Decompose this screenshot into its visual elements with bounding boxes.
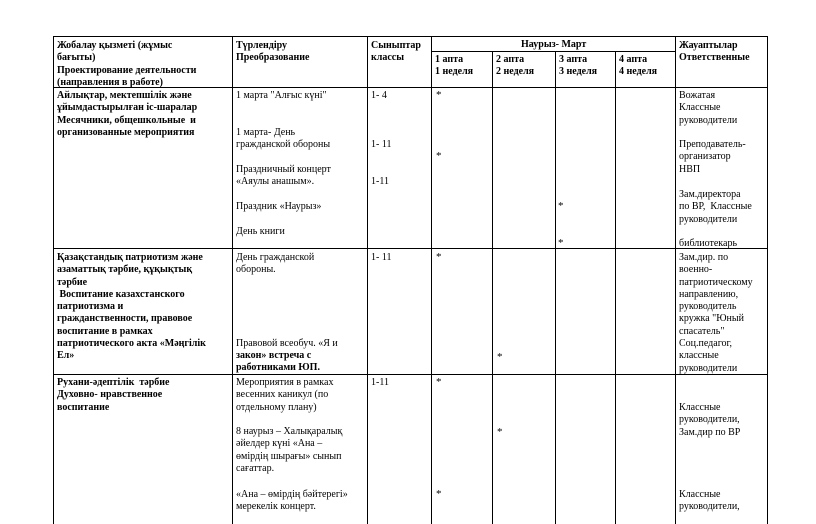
- row-1-responsible: Вожатая Классные руководители: [679, 90, 738, 126]
- week-mark: *: [497, 351, 503, 363]
- row-3-event: 8 наурыз – Халықаралық әйелдер күні «Ана – өмірдің шырағы» сынып сағаттар.: [236, 426, 343, 474]
- row-1-responsible: Зам.директора по ВР, Классные руководители: [679, 189, 752, 225]
- header-responsible: Жауаптылар Ответственные: [679, 40, 750, 64]
- table-border: [53, 36, 768, 37]
- week-mark: *: [436, 488, 442, 500]
- row-2-direction: Қазақстандық патриотизм және азаматтық тәрбие, құқықтық тәрбие Воспитание казахстанского патриотизма и гражданственности, правовое воспитание в рамках патриотического акта «Мәңгілік Ел»: [57, 252, 206, 362]
- week-mark: *: [436, 376, 442, 388]
- week-mark: *: [436, 150, 442, 162]
- week-mark: *: [558, 200, 564, 212]
- row-1-event: 1 марта "Алғыс күні": [236, 90, 327, 101]
- table-border: [615, 51, 616, 524]
- header-month: Наурыз- Март: [521, 39, 587, 50]
- header-transformation: Түрлендіру Преобразование: [236, 40, 310, 64]
- row-3-responsible: Классные руководители, Зам.дир по ВР: [679, 402, 741, 438]
- table-border: [555, 51, 556, 524]
- row-1-responsible: Преподаватель- организатор НВП: [679, 139, 746, 175]
- week-mark: *: [558, 237, 564, 249]
- row-3-event: Мероприятия в рамках весенних каникул (по отдельному плану): [236, 377, 334, 413]
- header-week-3: 3 апта 3 неделя: [559, 54, 598, 78]
- row-1-event: День книги: [236, 226, 285, 237]
- table-border: [53, 36, 54, 524]
- row-1-event: Праздник «Наурыз»: [236, 201, 322, 212]
- table-border: [431, 36, 432, 524]
- week-mark: *: [436, 89, 442, 101]
- row-1-event: 1 марта- День гражданской обороны: [236, 127, 331, 151]
- header-week-1: 1 апта 1 неделя: [435, 54, 474, 78]
- table-border: [53, 374, 768, 375]
- table-border: [675, 36, 676, 524]
- header-classes: Сыныптар классы: [371, 40, 421, 64]
- row-2-event: Правовой всеобуч. «Я и: [236, 338, 338, 349]
- row-1-classes: 1- 4: [371, 90, 387, 101]
- table-border: [232, 36, 233, 524]
- header-week-4: 4 апта 4 неделя: [619, 54, 658, 78]
- row-3-direction: Рухани-әдептілік тәрбие Духовно- нравственное воспитание: [57, 377, 170, 413]
- row-1-classes: 1- 11: [371, 139, 392, 150]
- row-1-event: Праздничный концерт «Аяулы анашым».: [236, 164, 331, 188]
- row-3-classes: 1-11: [371, 377, 389, 388]
- row-1-direction: Айлықтар, мектепшілік және ұйымдастырылған іс-шаралар Месячники, общешкольные и организованные мероприятия: [57, 90, 198, 138]
- row-1-classes: 1-11: [371, 176, 389, 187]
- row-2-responsible: Зам.дир. по военно- патриотическому направлению, руководитель кружка "Юный спасатель" Соц.педагог, классные руководители: [679, 252, 753, 374]
- row-2-event: День гражданской обороны.: [236, 252, 315, 276]
- week-mark: *: [436, 251, 442, 263]
- table-border: [492, 51, 493, 524]
- row-2-event: закон» встреча с работниками ЮП.: [236, 350, 320, 374]
- header-direction: Жобалау қызметі (жұмыс бағыты) Проектирование деятельности (направления в работе): [57, 40, 197, 88]
- row-1-responsible: библиотекарь: [679, 238, 738, 249]
- row-3-responsible: Классные руководители,: [679, 489, 740, 513]
- header-week-2: 2 апта 2 неделя: [496, 54, 535, 78]
- table-border: [53, 248, 768, 249]
- week-mark: *: [497, 426, 503, 438]
- row-3-event: «Ана – өмірдің бәйтерегі» мерекелік концерт.: [236, 489, 348, 513]
- table-border: [767, 36, 768, 524]
- row-2-classes: 1- 11: [371, 252, 392, 263]
- table-border: [367, 36, 368, 524]
